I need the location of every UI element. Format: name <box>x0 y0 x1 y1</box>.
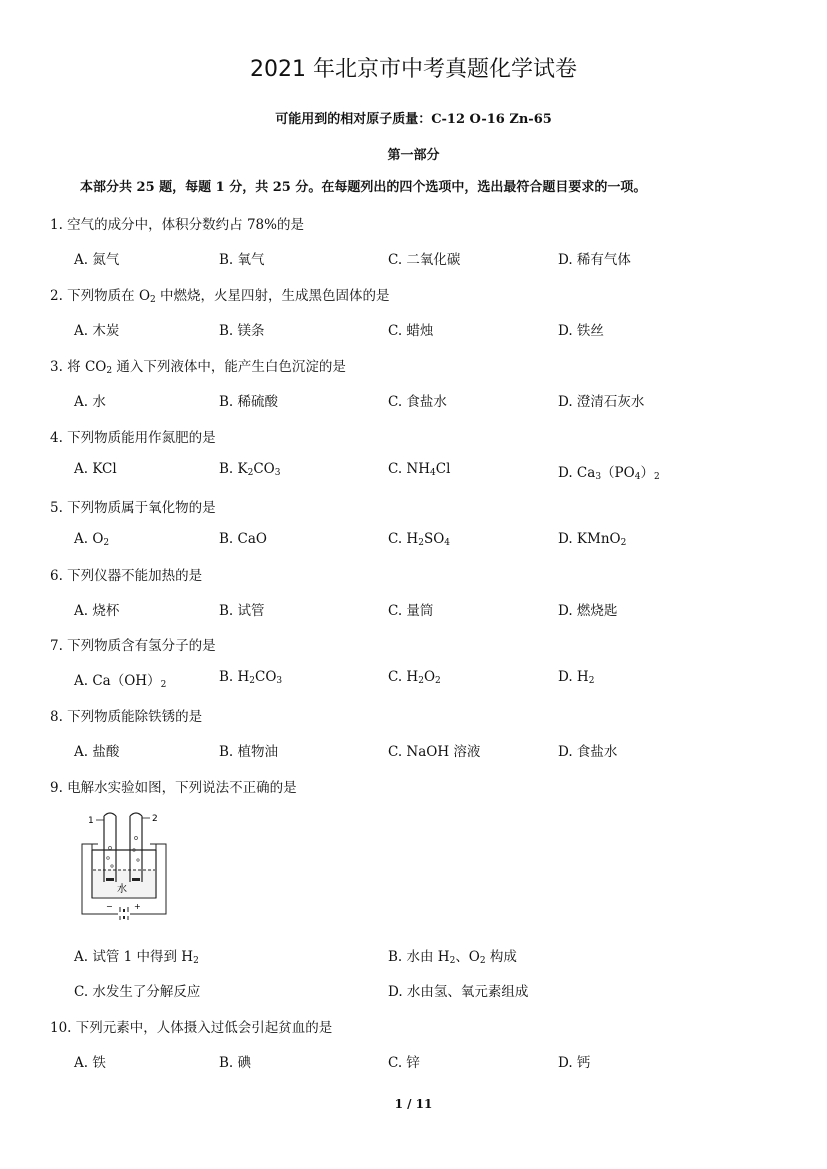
q1-option-a: A. 氮气 <box>74 252 120 268</box>
q1-option-b: B. 氧气 <box>219 252 265 268</box>
minus-sign: − <box>106 902 113 911</box>
q2-option-b: B. 镁条 <box>219 323 265 339</box>
part-heading: 第一部分 <box>387 148 440 163</box>
question-6: 6. 下列仪器不能加热的是 <box>50 568 203 584</box>
q2-option-c: C. 蜡烛 <box>388 323 434 339</box>
electrode-positive <box>132 878 140 881</box>
instructions: 本部分共 25 题，每题 1 分，共 25 分。在每题列出的四个选项中，选出最符合题目要求的一项。 <box>80 180 647 195</box>
q1-option-c: C. 二氧化碳 <box>388 252 461 268</box>
battery-gap <box>118 912 130 916</box>
q4-option-b: B. $K_2CO_3$ <box>219 461 281 478</box>
q9-option-b: B. 水由 $H_2$、$O_2$ 构成 <box>388 949 517 966</box>
bubble <box>111 865 113 867</box>
bubble <box>135 837 138 840</box>
q1-option-d: D. 稀有气体 <box>558 252 631 268</box>
q4-option-a: A. KCl <box>74 461 117 477</box>
q4-option-d: D. $Ca_3(PO_4)_2$ <box>558 465 660 482</box>
q10-option-a: A. 铁 <box>74 1055 106 1071</box>
q8-option-b: B. 植物油 <box>219 744 279 760</box>
water-label: 水 <box>117 884 127 895</box>
plus-sign: + <box>134 902 141 911</box>
electrode-negative <box>106 878 114 881</box>
q6-option-b: B. 试管 <box>219 603 265 619</box>
q5-option-d: D. KMnO$_2$ <box>558 531 627 548</box>
label-2: 2 <box>152 814 158 824</box>
q6-option-d: D. 燃烧匙 <box>558 603 618 619</box>
q3-option-a: A. 水 <box>74 394 106 410</box>
q5-option-b: B. CaO <box>219 531 267 547</box>
q2-option-a: A. 木炭 <box>74 323 120 339</box>
q8-option-c: C. NaOH 溶液 <box>388 744 481 760</box>
atomic-mass-note: 可能用到的相对原子质量：C-12 O-16 Zn-65 <box>275 112 552 127</box>
bubble <box>107 857 110 860</box>
q3-option-b: B. 稀硫酸 <box>219 394 279 410</box>
q7-option-c: C. $H_2O_2$ <box>388 669 441 686</box>
bubble <box>137 859 139 861</box>
q10-option-b: B. 碘 <box>219 1055 252 1071</box>
question-10: 10. 下列元素中，人体摄入过低会引起贫血的是 <box>50 1020 333 1036</box>
label-1: 1 <box>88 816 94 826</box>
q6-option-c: C. 量筒 <box>388 603 434 619</box>
q10-option-d: D. 钙 <box>558 1055 591 1071</box>
question-8: 8. 下列物质能除铁锈的是 <box>50 709 203 725</box>
bubble <box>109 847 112 850</box>
page-number: 1 / 11 <box>394 1097 433 1111</box>
q9-option-a: A. 试管 1 中得到 $H_2$ <box>74 949 199 966</box>
question-2: 2. 下列物质在 $O_2$ 中燃烧，火星四射，生成黑色固体的是 <box>50 288 390 305</box>
question-4: 4. 下列物质能用作氮肥的是 <box>50 430 216 446</box>
q8-option-d: D. 食盐水 <box>558 744 618 760</box>
question-3: 3. 将 $CO_2$ 通入下列液体中，能产生白色沉淀的是 <box>50 359 346 376</box>
q9-option-d: D. 水由氢、氧元素组成 <box>388 984 529 1000</box>
q4-option-c: C. $NH_4Cl$ <box>388 461 451 478</box>
q7-option-a: A. $Ca(OH)_2$ <box>74 673 167 690</box>
q10-option-c: C. 锌 <box>388 1055 420 1071</box>
question-5: 5. 下列物质属于氧化物的是 <box>50 500 216 516</box>
q7-option-b: B. $H_2CO_3$ <box>219 669 283 686</box>
question-9: 9. 电解水实验如图，下列说法不正确的是 <box>50 780 297 796</box>
q5-option-c: C. $H_2SO_4$ <box>388 531 451 548</box>
q3-option-c: C. 食盐水 <box>388 394 447 410</box>
electrolysis-apparatus-diagram <box>68 808 180 920</box>
q7-option-d: D. $H_2$ <box>558 669 595 686</box>
page-title: 2021 年北京市中考真题化学试卷 <box>250 57 577 82</box>
q9-option-c: C. 水发生了分解反应 <box>74 984 201 1000</box>
q5-option-a: A. $O_2$ <box>74 531 110 548</box>
q3-option-d: D. 澄清石灰水 <box>558 394 645 410</box>
q6-option-a: A. 烧杯 <box>74 603 120 619</box>
question-1: 1. 空气的成分中，体积分数约占 78%的是 <box>50 217 304 233</box>
question-7: 7. 下列物质含有氢分子的是 <box>50 638 216 654</box>
q8-option-a: A. 盐酸 <box>74 744 120 760</box>
q2-option-d: D. 铁丝 <box>558 323 604 339</box>
